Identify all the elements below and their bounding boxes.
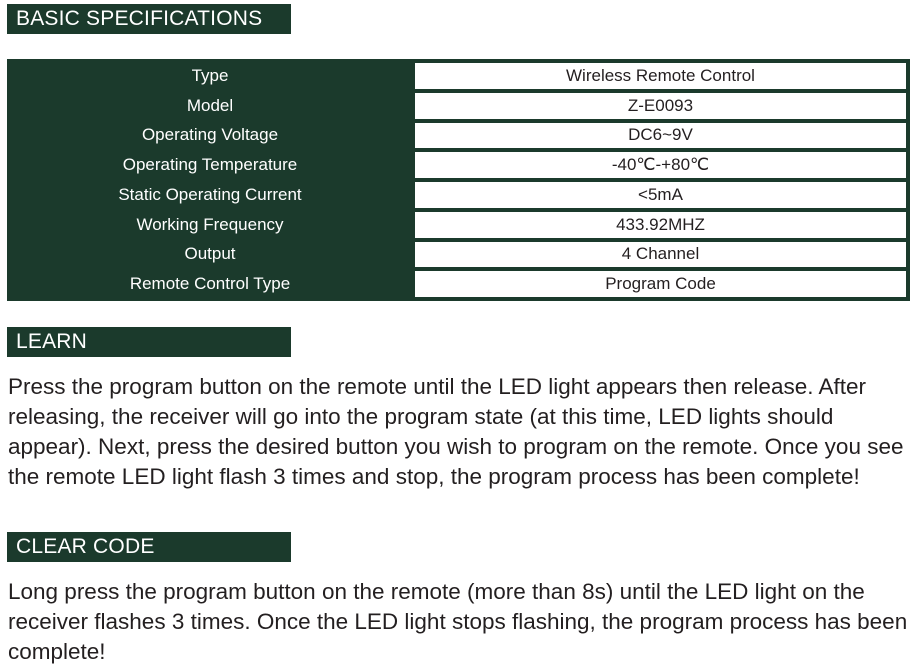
spec-label: Operating Voltage [141,125,279,145]
spec-value: Program Code [415,271,906,297]
spec-label: Operating Temperature [122,155,298,175]
basic-specifications-header: BASIC SPECIFICATIONS [7,4,291,34]
spec-value: <5mA [415,182,906,208]
learn-instructions: Press the program button on the remote until the LED light appears then release. After releasing, the receiver will go into the program state (at this time, LED lights should appear). Next, press the desired button you wish to program on the remote. Once you see the remote LED light flash 3 times and stop, the program process has been complete! [8,374,904,489]
spec-table [7,59,910,301]
spec-value: -40℃-+80℃ [415,152,906,178]
spec-label: Static Operating Current [118,184,302,204]
spec-row-model [7,91,910,121]
spec-label: Output [184,244,236,264]
spec-value: Z-E0093 [415,93,906,119]
spec-label: Working Frequency [136,214,284,234]
spec-row-static-current [7,180,910,210]
spec-label: Type [191,65,229,85]
learn-header: LEARN [7,327,291,357]
spec-row-working-frequency [7,210,910,240]
spec-row-output [7,240,910,270]
spec-value: Wireless Remote Control [415,63,906,89]
spec-value: 433.92MHZ [415,212,906,238]
spec-row-type [7,61,910,91]
spec-row-remote-control-type [7,269,910,299]
spec-label: Remote Control Type [129,274,291,294]
spec-value: 4 Channel [415,242,906,268]
spec-row-operating-temperature [7,150,910,180]
spec-label: Model [186,95,234,115]
spec-row-operating-voltage [7,121,910,151]
clear-code-header: CLEAR CODE [7,532,291,562]
spec-value: DC6~9V [415,123,906,149]
clear-code-instructions: Long press the program button on the remote (more than 8s) until the LED light on the receiver flashes 3 times. Once the LED light stops flashing, the program process has been complete! [8,579,908,664]
